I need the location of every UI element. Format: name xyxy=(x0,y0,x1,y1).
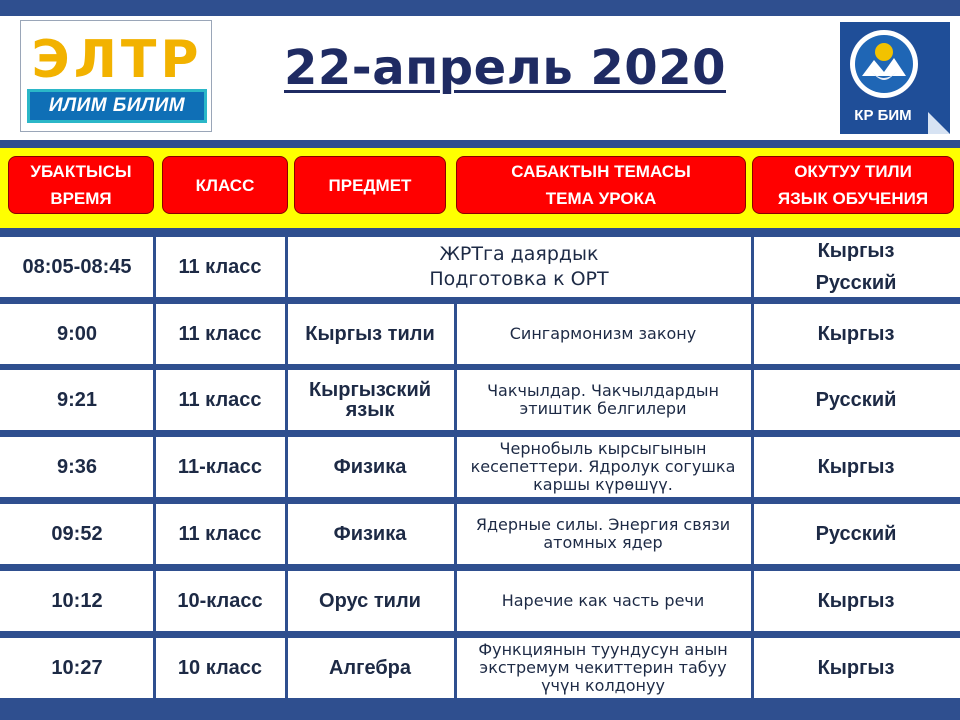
subject-cell: Кыргызский язык xyxy=(308,379,432,421)
logo-bottom-text: ИЛИМ БИЛИМ xyxy=(27,89,207,123)
table-row xyxy=(0,437,960,497)
column-header-subject: ПРЕДМЕТ xyxy=(294,156,446,214)
eltr-logo-mark xyxy=(27,29,207,87)
class-cell: 11 класс xyxy=(178,322,262,345)
time-cell: 9:00 xyxy=(56,322,98,345)
time-cell: 9:21 xyxy=(56,388,98,411)
class-cell: 10-класс xyxy=(177,589,263,612)
table-row xyxy=(0,370,960,430)
class-cell: 11-класс xyxy=(177,455,263,478)
language-cell: Русский xyxy=(815,389,897,411)
topic-cell: Чернобыль кырсыгынын кесепеттери. Ядролук согушка каршы күрөшүү. xyxy=(470,439,736,494)
topic-cell: Функциянын туундусун анын экстремум чекиттерин табуу үчүн колдонуу xyxy=(478,640,728,695)
time-cell: 10:12 xyxy=(51,589,103,612)
page-title: 22-апрель 2020 xyxy=(284,40,726,96)
class-cell: 11 класс xyxy=(178,522,262,545)
language-cell: Кыргыз xyxy=(817,323,895,345)
language-cell: Кыргыз xyxy=(817,590,895,612)
emblem-caption: КР БИМ xyxy=(854,107,912,124)
table-row xyxy=(0,638,960,698)
class-cell: 10 класс xyxy=(177,656,263,679)
time-cell: 08:05-08:45 xyxy=(22,255,132,278)
language-cell: Кыргыз xyxy=(817,456,895,478)
topic-cell: Сингармонизм закону xyxy=(509,324,697,343)
column-header-class: КЛАСС xyxy=(162,156,288,214)
table-row xyxy=(0,571,960,631)
column-header-time: УБАКТЫСЫ ВРЕМЯ xyxy=(8,156,154,214)
eltr-logo xyxy=(20,20,212,132)
time-cell: 9:36 xyxy=(56,455,98,478)
subject-cell: Алгебра xyxy=(328,657,412,679)
time-cell: 09:52 xyxy=(51,522,103,545)
language-cell: Кыргыз xyxy=(817,657,895,679)
subject-cell: Орус тили xyxy=(319,590,421,612)
column-header-topic: САБАКТЫН ТЕМАСЫ ТЕМА УРОКА xyxy=(456,156,746,214)
table-row xyxy=(0,304,960,364)
logo-top-text: ЭЛТР xyxy=(31,30,203,87)
class-cell: 11 класс xyxy=(178,388,262,411)
table-row xyxy=(0,504,960,564)
topic-cell: Ядерные силы. Энергия связи атомных ядер xyxy=(475,515,731,552)
column-header-language: ОКУТУУ ТИЛИ ЯЗЫК ОБУЧЕНИЯ xyxy=(752,156,954,214)
subject-cell: Кыргыз тили xyxy=(305,323,435,345)
language-cell: Русский xyxy=(815,523,897,545)
topic-cell: Наречие как часть речи xyxy=(501,591,705,610)
time-cell: 10:27 xyxy=(51,656,103,679)
topic-cell: ЖРТга даярдык Подготовка к ОРТ xyxy=(429,243,609,290)
page-fold xyxy=(928,112,950,134)
table-row xyxy=(0,237,960,297)
language-cell: Кыргыз Русский xyxy=(815,240,897,294)
subject-cell: Физика xyxy=(333,523,407,545)
state-emblem-icon xyxy=(840,22,950,102)
topic-cell: Чакчылдар. Чакчылдардын этиштик белгилери xyxy=(487,381,719,418)
kr-bim-emblem xyxy=(840,22,950,134)
class-cell: 11 класс xyxy=(178,255,262,278)
subject-cell: Физика xyxy=(333,456,407,478)
